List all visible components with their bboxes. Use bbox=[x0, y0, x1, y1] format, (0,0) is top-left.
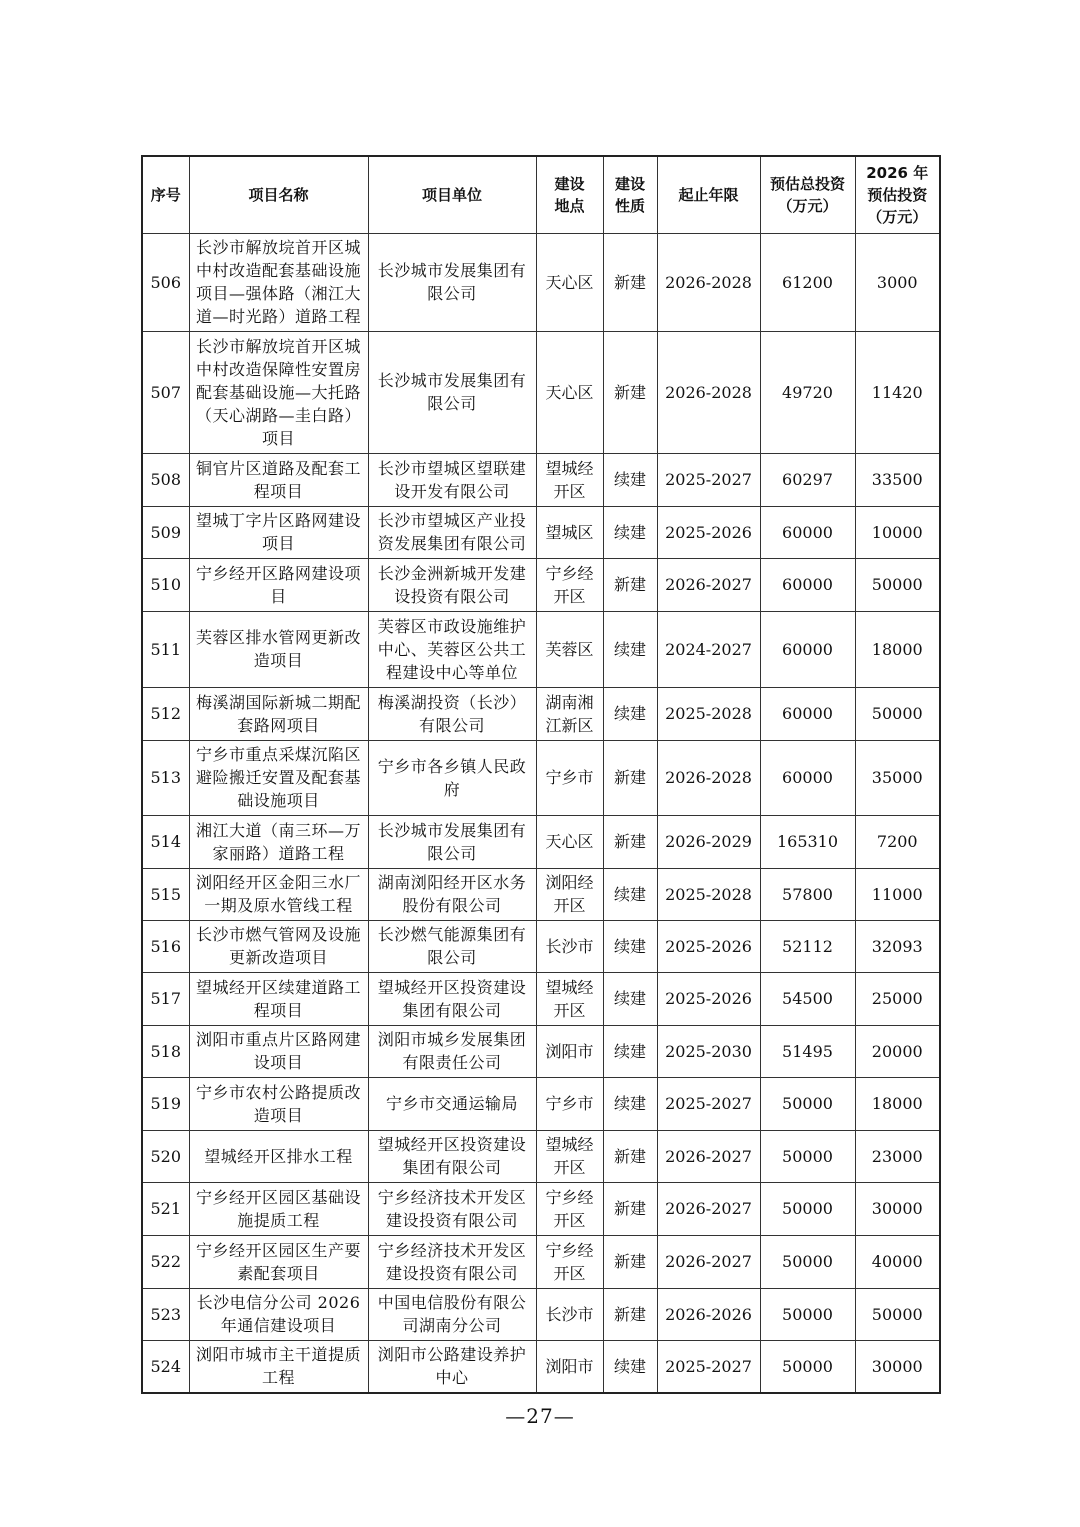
row-total: 61200 bbox=[760, 233, 855, 331]
row-2026-invest: 10000 bbox=[855, 506, 940, 558]
row-years: 2026-2028 bbox=[657, 233, 760, 331]
row-nature: 新建 bbox=[603, 1235, 657, 1288]
table-row bbox=[142, 1130, 940, 1182]
row-total: 60000 bbox=[760, 687, 855, 740]
row-no: 511 bbox=[142, 611, 189, 687]
table-row bbox=[142, 453, 940, 506]
row-years: 2025-2027 bbox=[657, 1340, 760, 1393]
row-place: 天心区 bbox=[536, 233, 603, 331]
row-nature: 新建 bbox=[603, 558, 657, 611]
row-place: 长沙市 bbox=[536, 920, 603, 972]
row-nature: 续建 bbox=[603, 687, 657, 740]
row-unit: 长沙燃气能源集团有限公司 bbox=[368, 920, 536, 972]
row-name: 长沙市燃气管网及设施更新改造项目 bbox=[189, 920, 368, 972]
row-place: 宁乡经开区 bbox=[536, 558, 603, 611]
row-total: 60000 bbox=[760, 558, 855, 611]
row-total: 50000 bbox=[760, 1077, 855, 1130]
row-name: 浏阳市重点片区路网建设项目 bbox=[189, 1025, 368, 1077]
row-unit: 宁乡市交通运输局 bbox=[368, 1077, 536, 1130]
row-place: 湖南湘江新区 bbox=[536, 687, 603, 740]
row-2026-invest: 50000 bbox=[855, 687, 940, 740]
row-years: 2026-2027 bbox=[657, 1235, 760, 1288]
header-row bbox=[142, 156, 940, 233]
row-unit: 宁乡市各乡镇人民政府 bbox=[368, 740, 536, 815]
row-no: 507 bbox=[142, 331, 189, 453]
row-unit: 望城经开区投资建设集团有限公司 bbox=[368, 972, 536, 1025]
table-row bbox=[142, 972, 940, 1025]
row-total: 49720 bbox=[760, 331, 855, 453]
row-no: 513 bbox=[142, 740, 189, 815]
row-total: 60000 bbox=[760, 506, 855, 558]
row-name: 宁乡市重点采煤沉陷区避险搬迁安置及配套基础设施项目 bbox=[189, 740, 368, 815]
row-unit: 长沙金洲新城开发建设投资有限公司 bbox=[368, 558, 536, 611]
row-years: 2024-2027 bbox=[657, 611, 760, 687]
header-total: 预估总投资 （万元） bbox=[760, 156, 855, 233]
row-total: 60297 bbox=[760, 453, 855, 506]
header-nature: 建设 性质 bbox=[603, 156, 657, 233]
table-row bbox=[142, 1288, 940, 1340]
row-nature: 新建 bbox=[603, 1288, 657, 1340]
row-nature: 续建 bbox=[603, 972, 657, 1025]
row-2026-invest: 33500 bbox=[855, 453, 940, 506]
row-years: 2026-2027 bbox=[657, 1182, 760, 1235]
row-nature: 续建 bbox=[603, 1025, 657, 1077]
table-row bbox=[142, 233, 940, 331]
row-no: 512 bbox=[142, 687, 189, 740]
row-place: 望城经开区 bbox=[536, 453, 603, 506]
row-place: 宁乡经开区 bbox=[536, 1182, 603, 1235]
row-no: 519 bbox=[142, 1077, 189, 1130]
row-place: 天心区 bbox=[536, 815, 603, 868]
row-total: 50000 bbox=[760, 1182, 855, 1235]
row-nature: 续建 bbox=[603, 506, 657, 558]
row-years: 2026-2027 bbox=[657, 1130, 760, 1182]
header-place: 建设 地点 bbox=[536, 156, 603, 233]
row-place: 浏阳经开区 bbox=[536, 868, 603, 920]
row-2026-invest: 11420 bbox=[855, 331, 940, 453]
row-place: 芙蓉区 bbox=[536, 611, 603, 687]
row-no: 520 bbox=[142, 1130, 189, 1182]
row-nature: 续建 bbox=[603, 453, 657, 506]
table-row bbox=[142, 1235, 940, 1288]
row-total: 52112 bbox=[760, 920, 855, 972]
row-total: 50000 bbox=[760, 1340, 855, 1393]
project-table bbox=[141, 155, 941, 1394]
row-unit: 宁乡经济技术开发区建设投资有限公司 bbox=[368, 1235, 536, 1288]
row-unit: 长沙市望城区望联建设开发有限公司 bbox=[368, 453, 536, 506]
row-name: 浏阳经开区金阳三水厂一期及原水管线工程 bbox=[189, 868, 368, 920]
row-years: 2026-2026 bbox=[657, 1288, 760, 1340]
row-nature: 续建 bbox=[603, 920, 657, 972]
row-name: 宁乡经开区路网建设项目 bbox=[189, 558, 368, 611]
row-name: 梅溪湖国际新城二期配套路网项目 bbox=[189, 687, 368, 740]
row-name: 长沙市解放垸首开区城中村改造保障性安置房配套基础设施—大托路（天心湖路—圭白路）项目 bbox=[189, 331, 368, 453]
row-place: 长沙市 bbox=[536, 1288, 603, 1340]
row-name: 宁乡经开区园区生产要素配套项目 bbox=[189, 1235, 368, 1288]
row-place: 望城经开区 bbox=[536, 1130, 603, 1182]
row-2026-invest: 50000 bbox=[855, 1288, 940, 1340]
header-years: 起止年限 bbox=[657, 156, 760, 233]
table-row bbox=[142, 1182, 940, 1235]
row-no: 509 bbox=[142, 506, 189, 558]
row-unit: 浏阳市公路建设养护中心 bbox=[368, 1340, 536, 1393]
row-place: 天心区 bbox=[536, 331, 603, 453]
row-years: 2025-2026 bbox=[657, 920, 760, 972]
row-2026-invest: 25000 bbox=[855, 972, 940, 1025]
table-body bbox=[142, 233, 940, 1393]
row-total: 54500 bbox=[760, 972, 855, 1025]
row-years: 2026-2028 bbox=[657, 740, 760, 815]
row-2026-invest: 35000 bbox=[855, 740, 940, 815]
row-no: 518 bbox=[142, 1025, 189, 1077]
row-nature: 新建 bbox=[603, 233, 657, 331]
row-name: 长沙电信分公司 2026 年通信建设项目 bbox=[189, 1288, 368, 1340]
row-unit: 望城经开区投资建设集团有限公司 bbox=[368, 1130, 536, 1182]
row-total: 60000 bbox=[760, 740, 855, 815]
row-2026-invest: 23000 bbox=[855, 1130, 940, 1182]
row-unit: 湖南浏阳经开区水务股份有限公司 bbox=[368, 868, 536, 920]
row-name: 铜官片区道路及配套工程项目 bbox=[189, 453, 368, 506]
row-2026-invest: 40000 bbox=[855, 1235, 940, 1288]
table-row bbox=[142, 920, 940, 972]
table-row bbox=[142, 331, 940, 453]
row-2026-invest: 3000 bbox=[855, 233, 940, 331]
row-years: 2025-2026 bbox=[657, 506, 760, 558]
row-name: 宁乡经开区园区基础设施提质工程 bbox=[189, 1182, 368, 1235]
row-2026-invest: 32093 bbox=[855, 920, 940, 972]
row-years: 2026-2028 bbox=[657, 331, 760, 453]
table-row bbox=[142, 506, 940, 558]
table-row bbox=[142, 740, 940, 815]
row-unit: 长沙城市发展集团有限公司 bbox=[368, 233, 536, 331]
row-place: 宁乡经开区 bbox=[536, 1235, 603, 1288]
row-name: 湘江大道（南三环—万家丽路）道路工程 bbox=[189, 815, 368, 868]
row-no: 515 bbox=[142, 868, 189, 920]
header-name: 项目名称 bbox=[189, 156, 368, 233]
row-nature: 续建 bbox=[603, 1340, 657, 1393]
row-years: 2025-2028 bbox=[657, 687, 760, 740]
row-no: 516 bbox=[142, 920, 189, 972]
row-total: 50000 bbox=[760, 1130, 855, 1182]
row-2026-invest: 50000 bbox=[855, 558, 940, 611]
row-name: 长沙市解放垸首开区城中村改造配套基础设施项目—强体路（湘江大道—时光路）道路工程 bbox=[189, 233, 368, 331]
table-row bbox=[142, 1025, 940, 1077]
row-no: 508 bbox=[142, 453, 189, 506]
row-total: 57800 bbox=[760, 868, 855, 920]
row-2026-invest: 30000 bbox=[855, 1182, 940, 1235]
row-place: 宁乡市 bbox=[536, 1077, 603, 1130]
row-years: 2026-2027 bbox=[657, 558, 760, 611]
row-2026-invest: 11000 bbox=[855, 868, 940, 920]
row-nature: 续建 bbox=[603, 868, 657, 920]
row-2026-invest: 7200 bbox=[855, 815, 940, 868]
row-name: 芙蓉区排水管网更新改造项目 bbox=[189, 611, 368, 687]
header-2026: 2026 年 预估投资 （万元） bbox=[855, 156, 940, 233]
row-total: 60000 bbox=[760, 611, 855, 687]
table-row bbox=[142, 687, 940, 740]
header-no: 序号 bbox=[142, 156, 189, 233]
row-unit: 宁乡经济技术开发区建设投资有限公司 bbox=[368, 1182, 536, 1235]
table-row bbox=[142, 868, 940, 920]
row-unit: 中国电信股份有限公司湖南分公司 bbox=[368, 1288, 536, 1340]
row-nature: 新建 bbox=[603, 331, 657, 453]
table-row bbox=[142, 1077, 940, 1130]
row-name: 望城经开区续建道路工程项目 bbox=[189, 972, 368, 1025]
row-no: 522 bbox=[142, 1235, 189, 1288]
row-years: 2025-2026 bbox=[657, 972, 760, 1025]
row-nature: 新建 bbox=[603, 815, 657, 868]
table-row bbox=[142, 815, 940, 868]
row-no: 517 bbox=[142, 972, 189, 1025]
row-2026-invest: 20000 bbox=[855, 1025, 940, 1077]
row-name: 宁乡市农村公路提质改造项目 bbox=[189, 1077, 368, 1130]
table-row bbox=[142, 1340, 940, 1393]
row-place: 望城区 bbox=[536, 506, 603, 558]
row-place: 浏阳市 bbox=[536, 1340, 603, 1393]
row-no: 510 bbox=[142, 558, 189, 611]
row-no: 524 bbox=[142, 1340, 189, 1393]
row-name: 望城经开区排水工程 bbox=[189, 1130, 368, 1182]
table-row bbox=[142, 558, 940, 611]
row-years: 2026-2029 bbox=[657, 815, 760, 868]
row-no: 523 bbox=[142, 1288, 189, 1340]
row-no: 521 bbox=[142, 1182, 189, 1235]
row-nature: 新建 bbox=[603, 1182, 657, 1235]
row-total: 50000 bbox=[760, 1235, 855, 1288]
row-nature: 新建 bbox=[603, 740, 657, 815]
row-unit: 芙蓉区市政设施维护中心、芙蓉区公共工程建设中心等单位 bbox=[368, 611, 536, 687]
row-years: 2025-2030 bbox=[657, 1025, 760, 1077]
row-nature: 新建 bbox=[603, 1130, 657, 1182]
row-years: 2025-2027 bbox=[657, 453, 760, 506]
row-years: 2025-2027 bbox=[657, 1077, 760, 1130]
row-place: 望城经开区 bbox=[536, 972, 603, 1025]
row-nature: 续建 bbox=[603, 1077, 657, 1130]
page-number: —27— bbox=[505, 1404, 575, 1428]
row-2026-invest: 18000 bbox=[855, 611, 940, 687]
header-unit: 项目单位 bbox=[368, 156, 536, 233]
row-unit: 梅溪湖投资（长沙）有限公司 bbox=[368, 687, 536, 740]
row-unit: 长沙城市发展集团有限公司 bbox=[368, 331, 536, 453]
row-total: 51495 bbox=[760, 1025, 855, 1077]
table-row bbox=[142, 611, 940, 687]
row-no: 514 bbox=[142, 815, 189, 868]
row-nature: 续建 bbox=[603, 611, 657, 687]
row-place: 宁乡市 bbox=[536, 740, 603, 815]
row-place: 浏阳市 bbox=[536, 1025, 603, 1077]
row-unit: 长沙市望城区产业投资发展集团有限公司 bbox=[368, 506, 536, 558]
row-no: 506 bbox=[142, 233, 189, 331]
row-2026-invest: 18000 bbox=[855, 1077, 940, 1130]
row-unit: 长沙城市发展集团有限公司 bbox=[368, 815, 536, 868]
row-name: 浏阳市城市主干道提质工程 bbox=[189, 1340, 368, 1393]
row-unit: 浏阳市城乡发展集团有限责任公司 bbox=[368, 1025, 536, 1077]
row-total: 50000 bbox=[760, 1288, 855, 1340]
row-2026-invest: 30000 bbox=[855, 1340, 940, 1393]
row-years: 2025-2028 bbox=[657, 868, 760, 920]
row-total: 165310 bbox=[760, 815, 855, 868]
row-name: 望城丁字片区路网建设项目 bbox=[189, 506, 368, 558]
